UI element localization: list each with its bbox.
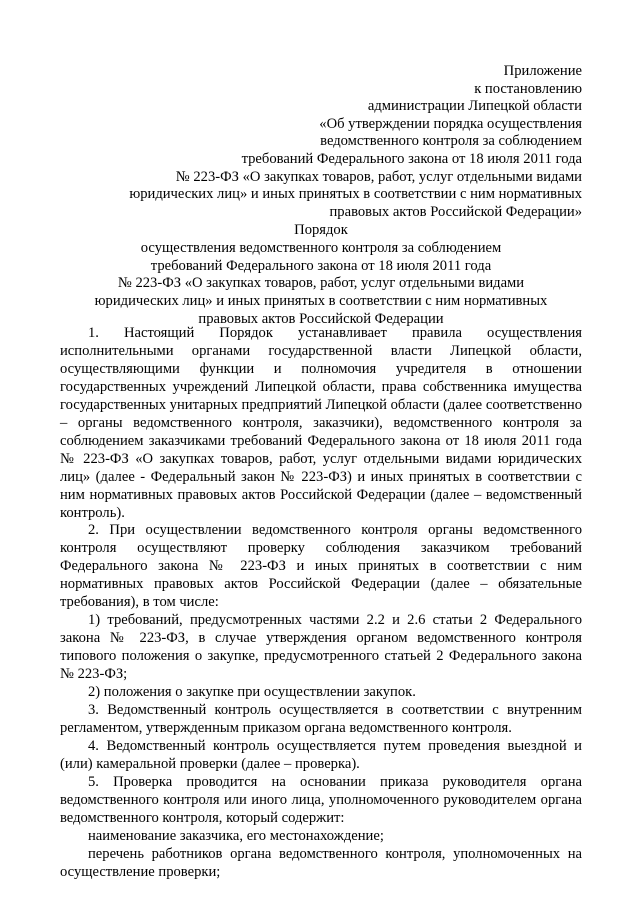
title-line: Порядок [294, 222, 348, 238]
paragraph-3: 3. Ведомственный контроль осуществляется в соответствии с внутренним регламентом, утвержденным приказом органа ведомственного контроля. [60, 702, 582, 736]
appendix-line: № 223-ФЗ «О закупках товаров, работ, услуг отдельными видами [175, 168, 582, 185]
appendix-line: «Об утверждении порядка осуществления [319, 115, 582, 132]
appendix-header [129, 63, 582, 221]
paragraph-5-item-2: перечень работников органа ведомственного контроля, уполномоченных на осуществление проверки; [60, 845, 582, 880]
paragraph-4: 4. Ведомственный контроль осуществляется путем проведения выездной и (или) камеральной проверки (далее – проверка). [60, 737, 582, 772]
document-body [60, 325, 582, 882]
appendix-line: ведомственного контроля за соблюдением [320, 133, 582, 150]
appendix-line: Приложение [503, 63, 582, 79]
appendix-line: требований Федерального закона от 18 июля 2011 года [241, 150, 582, 167]
document-title [60, 222, 582, 329]
paragraph-2: 2. При осуществлении ведомственного контроля органы ведомственного контроля осуществляют проверку соблюдения заказчиком требований Федерального закона № 223-ФЗ и иных принятых в соответствии с ним нормативных правовых актов Российской Федерации (далее – обязательные требования), в том числе: [60, 522, 582, 611]
title-line: осуществления ведомственного контроля за соблюдением [140, 239, 502, 256]
paragraph-1: 1. Настоящий Порядок устанавливает правила осуществления исполнительными органами государственной власти Липецкой области, осуществляющими функции и полномочия учредителя в отношении государственных учреждений Липецкой области, права собственника имущества государственных унитарных предприятий Липецкой области (далее соответственно – органы ведомственного контроля, заказчики), ведомственного контроля за соблюдением заказчиками требований Федерального закона от 18 июля 2011 года № 223-ФЗ «О закупках товаров, работ, услуг отдельными видами юридических лиц» (далее - Федеральный закон № 223-ФЗ) и иных принятых в соответствии с ним нормативных правовых актов Российской Федерации (далее – ведомственный контроль). [60, 325, 582, 521]
title-line: № 223-ФЗ «О закупках товаров, работ, услуг отдельными видами [117, 275, 525, 292]
title-line: требований Федерального закона от 18 июля 2011 года [150, 257, 492, 274]
paragraph-5-item-1: наименование заказчика, его местонахождение; [88, 827, 384, 844]
title-line: юридических лиц» и иных принятых в соответствии с ним нормативных [94, 293, 548, 310]
appendix-line: администрации Липецкой области [367, 98, 582, 115]
paragraph-2-item-2: 2) положения о закупке при осуществлении закупок. [88, 684, 416, 701]
appendix-line: правовых актов Российской Федерации» [329, 203, 582, 220]
paragraph-2-item-1: 1) требований, предусмотренных частями 2.2 и 2.6 статьи 2 Федерального закона № 223-ФЗ, в случае утверждения органом ведомственного контроля типового положения о закупке, предусмотренного статьей 2 Федерального закона № 223-ФЗ; [60, 612, 582, 683]
appendix-line: юридических лиц» и иных принятых в соответствии с ним нормативных [129, 186, 582, 203]
paragraph-5: 5. Проверка проводится на основании приказа руководителя органа ведомственного контроля или иного лица, уполномоченного руководителем органа ведомственного контроля, который содержит: [60, 773, 582, 826]
appendix-line: к постановлению [474, 80, 582, 97]
title-line: правовых актов Российской Федерации [198, 310, 444, 327]
